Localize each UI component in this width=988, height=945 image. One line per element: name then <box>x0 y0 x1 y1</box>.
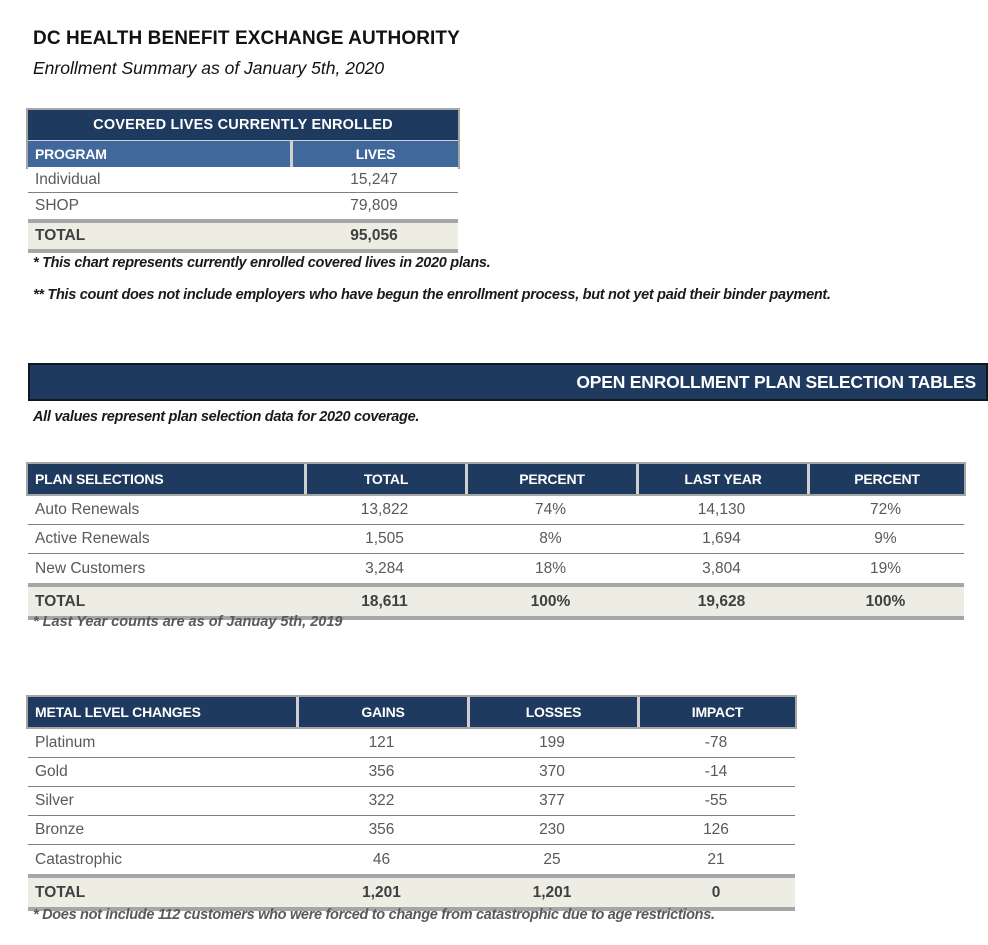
column-header-impact: IMPACT <box>637 697 795 727</box>
footnote-plan-selections: * Last Year counts are as of Januay 5th, 2019 <box>33 614 343 630</box>
cell-metal: Platinum <box>35 734 96 751</box>
cell-impact: -78 <box>704 734 728 751</box>
section-banner-title: OPEN ENROLLMENT PLAN SELECTION TABLES <box>576 371 976 392</box>
cell-gains: 46 <box>372 850 391 868</box>
cell-last-year: 3,804 <box>702 559 741 577</box>
column-header-program: PROGRAM <box>35 146 107 162</box>
cell-impact: -55 <box>704 792 728 809</box>
column-header-metal-level-changes: METAL LEVEL CHANGES <box>35 704 201 720</box>
cell-total-value: 1,201 <box>362 883 401 901</box>
cell-percent: 72% <box>869 501 902 518</box>
cell-impact: 21 <box>707 850 725 868</box>
cell-total-value: 0 <box>711 883 721 901</box>
cell-total-label: TOTAL <box>35 883 86 901</box>
cell-losses: 377 <box>539 792 565 809</box>
cell-metal: Silver <box>35 792 74 809</box>
footnote-covered-lives-1: * This chart represents currently enrolled covered lives in 2020 plans. <box>33 255 491 271</box>
cell-label: Auto Renewals <box>35 501 140 518</box>
cell-percent: 74% <box>534 501 567 518</box>
covered-lives-table <box>28 110 458 253</box>
cell-total: 1,505 <box>365 530 404 547</box>
cell-losses: 25 <box>543 850 561 868</box>
cell-impact: 126 <box>703 821 729 838</box>
banner-note: All values represent plan selection data for 2020 coverage. <box>33 409 420 425</box>
column-header-last-year: LAST YEAR <box>636 464 807 494</box>
table-row <box>28 167 458 193</box>
cell-label: New Customers <box>35 559 146 577</box>
cell-metal: Catastrophic <box>35 850 123 868</box>
column-header-losses: LOSSES <box>467 697 637 727</box>
cell-losses: 230 <box>539 821 565 838</box>
cell-percent: 19% <box>869 559 902 577</box>
footnote-covered-lives-2: ** This count does not include employers who have begun the enrollment process, but not yet paid their binder payment. <box>33 287 831 303</box>
cell-lives: 79,809 <box>350 197 398 214</box>
cell-program: SHOP <box>35 197 79 214</box>
table-row <box>28 525 964 554</box>
cell-total-lives: 95,056 <box>350 227 398 244</box>
cell-percent: 9% <box>874 530 897 547</box>
cell-total-label: TOTAL <box>35 227 86 244</box>
covered-lives-column-headers <box>28 140 458 167</box>
cell-losses: 199 <box>539 734 565 751</box>
total-row <box>28 878 795 907</box>
column-header-plan-selections: PLAN SELECTIONS <box>35 471 164 487</box>
column-header-percent: PERCENT <box>465 464 636 494</box>
section-banner <box>28 363 988 401</box>
table-row <box>28 729 795 758</box>
cell-metal: Bronze <box>35 821 85 838</box>
divider-bar <box>28 249 458 253</box>
cell-last-year: 14,130 <box>697 501 746 518</box>
cell-percent: 18% <box>534 559 567 577</box>
cell-percent: 8% <box>539 530 562 547</box>
cell-gains: 322 <box>368 792 395 809</box>
footnote-metal-level: * Does not include 112 customers who were forced to change from catastrophic due to age restrictions. <box>33 907 715 923</box>
plan-selections-header <box>28 464 964 494</box>
cell-total-value: 19,628 <box>697 592 746 610</box>
table-row <box>28 193 458 219</box>
column-header-gains: GAINS <box>296 697 467 727</box>
table-row <box>28 845 795 874</box>
plan-selections-table <box>28 464 964 620</box>
cell-total: 13,822 <box>360 501 409 518</box>
metal-level-table <box>28 697 795 911</box>
cell-total-value: 1,201 <box>532 883 572 901</box>
table-row <box>28 554 964 583</box>
table-row <box>28 816 795 845</box>
table-row <box>28 758 795 787</box>
cell-metal: Gold <box>35 763 68 780</box>
column-header-percent-2: PERCENT <box>807 464 964 494</box>
total-row <box>28 587 964 616</box>
cell-last-year: 1,694 <box>702 530 741 547</box>
cell-total-value: 100% <box>530 592 571 610</box>
cell-lives: 15,247 <box>350 170 398 188</box>
cell-gains: 356 <box>368 763 395 780</box>
cell-gains: 356 <box>368 821 395 838</box>
cell-total-value: 18,611 <box>361 592 408 610</box>
covered-lives-table-title: COVERED LIVES CURRENTLY ENROLLED <box>93 117 393 133</box>
cell-label: Active Renewals <box>35 530 150 547</box>
table-row <box>28 496 964 525</box>
metal-level-header <box>28 697 795 727</box>
page-subtitle: Enrollment Summary as of January 5th, 2020 <box>33 58 385 78</box>
table-row <box>28 787 795 816</box>
cell-losses: 370 <box>539 763 565 780</box>
cell-gains: 121 <box>368 734 395 751</box>
covered-lives-header <box>28 110 458 167</box>
cell-program: Individual <box>35 170 101 188</box>
total-row <box>28 223 458 249</box>
cell-total: 3,284 <box>365 559 404 577</box>
page-title: DC HEALTH BENEFIT EXCHANGE AUTHORITY <box>33 28 460 49</box>
cell-total-value: 100% <box>865 592 906 610</box>
column-header-total: TOTAL <box>304 464 465 494</box>
cell-total-label: TOTAL <box>35 592 86 610</box>
cell-impact: -14 <box>704 763 728 780</box>
column-header-lives: LIVES <box>290 141 458 167</box>
